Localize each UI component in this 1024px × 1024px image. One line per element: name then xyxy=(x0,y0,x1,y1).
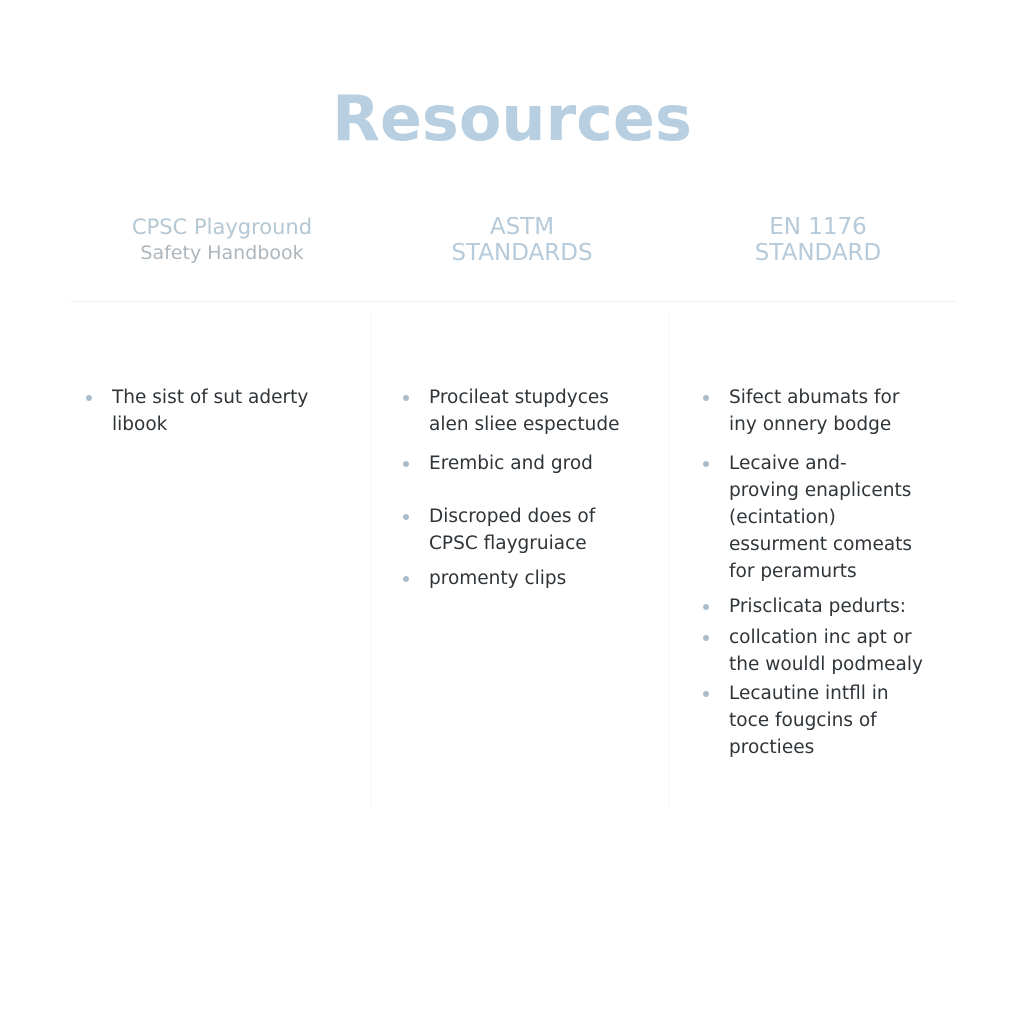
bullet-dot-icon xyxy=(703,604,709,610)
list-item-line: Sifect abumats for xyxy=(729,387,900,408)
bullet-dot-icon xyxy=(703,461,709,467)
column-divider xyxy=(668,310,669,810)
bullet-dot-icon xyxy=(403,514,409,520)
list-item-line: alen sliee espectude xyxy=(429,414,620,435)
list-item xyxy=(403,384,653,438)
list-item-line: iny onnery bodge xyxy=(729,414,892,435)
list-item-line: promenty clips xyxy=(429,568,567,589)
column-heading-line: STANDARD xyxy=(754,240,882,266)
bullet-list-en1176 xyxy=(703,384,963,761)
list-item xyxy=(703,624,963,678)
list-item-line: CPSC flaygruiace xyxy=(429,533,587,554)
list-item xyxy=(703,680,963,761)
list-item xyxy=(703,384,963,438)
list-item-line: Lecautine intfll in xyxy=(729,683,889,704)
column-heading-line: ASTM xyxy=(489,214,555,240)
list-item-line: Lecaive and- xyxy=(729,453,847,474)
list-item xyxy=(703,593,963,620)
list-item xyxy=(703,450,963,585)
list-item xyxy=(403,450,653,477)
list-item-line: collcation inc apt or xyxy=(729,627,912,648)
column-divider xyxy=(371,310,372,810)
bullet-dot-icon xyxy=(86,395,92,401)
header-divider xyxy=(70,301,956,302)
column-heading-astm xyxy=(372,214,672,266)
list-item-line: the wouldl podmealy xyxy=(729,654,923,675)
list-item-line: Procileat stupdyces xyxy=(429,387,609,408)
list-item-line: Erembic and grod xyxy=(429,453,593,474)
bullet-dot-icon xyxy=(703,635,709,641)
list-item-line: proving enaplicents xyxy=(729,480,912,501)
column-heading-cpsc xyxy=(70,214,374,266)
list-item-line: Discroped does of xyxy=(429,506,596,527)
list-item-line: toce fougcins of xyxy=(729,710,877,731)
list-item-line: (ecintation) xyxy=(729,507,836,528)
column-heading-line: EN 1176 xyxy=(769,214,867,240)
bullet-list-astm xyxy=(403,384,653,592)
bullet-dot-icon xyxy=(403,461,409,467)
page-title: Resources xyxy=(332,82,692,155)
bullet-list-cpsc xyxy=(86,384,356,438)
list-item xyxy=(403,503,653,557)
list-item xyxy=(86,384,356,438)
column-heading-line: STANDARDS xyxy=(451,240,593,266)
column-heading-en1176 xyxy=(668,214,968,266)
list-item-line: essurment comeats xyxy=(729,534,913,555)
bullet-dot-icon xyxy=(703,395,709,401)
bullet-dot-icon xyxy=(403,576,409,582)
list-item-line: proctiees xyxy=(729,737,815,758)
list-item-line: The sist of sut aderty xyxy=(112,387,309,408)
list-item-line: Prisclicata pedurts: xyxy=(729,596,906,617)
list-item xyxy=(403,565,653,592)
list-item-line: for peramurts xyxy=(729,561,857,582)
list-item-line: libook xyxy=(112,414,168,435)
column-heading-line: Safety Handbook xyxy=(140,242,304,264)
column-heading-line: CPSC Playground xyxy=(131,215,313,239)
bullet-dot-icon xyxy=(403,395,409,401)
bullet-dot-icon xyxy=(703,691,709,697)
